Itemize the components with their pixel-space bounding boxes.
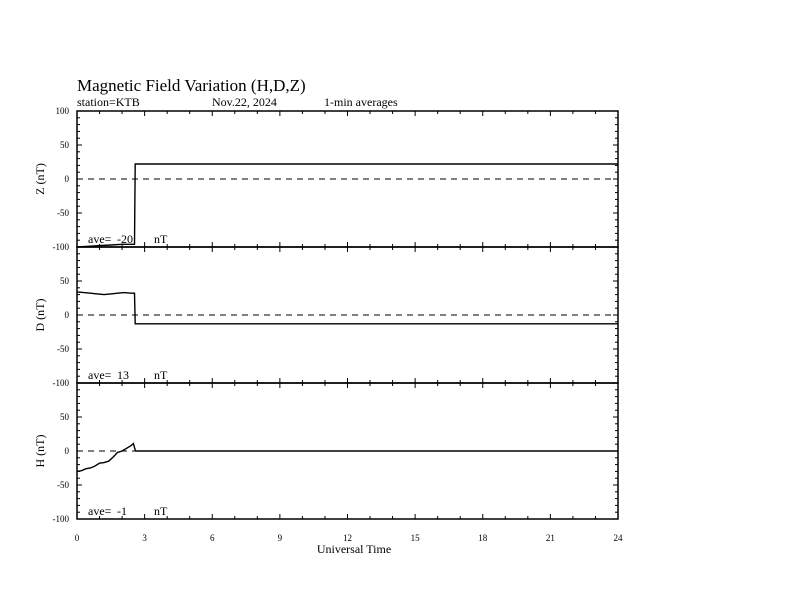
y-tick-label-d: -50 bbox=[57, 344, 69, 354]
date-label: Nov.22, 2024 bbox=[212, 95, 277, 109]
y-axis-label-d: D (nT) bbox=[33, 298, 47, 332]
y-tick-label-z: 100 bbox=[55, 106, 69, 116]
ave-unit-h: nT bbox=[154, 504, 168, 518]
ave-value-z: -20 bbox=[117, 232, 133, 246]
x-tick-label: 9 bbox=[277, 533, 283, 543]
station-label: station=KTB bbox=[77, 95, 140, 109]
y-tick-label-z: 50 bbox=[60, 140, 69, 150]
x-tick-label: 6 bbox=[210, 533, 215, 543]
y-tick-label-z: 0 bbox=[64, 174, 69, 184]
x-axis-label: Universal Time bbox=[316, 542, 392, 556]
y-axis-label-h: H (nT) bbox=[33, 434, 47, 468]
x-tick-label: 18 bbox=[478, 533, 488, 543]
y-tick-label-z: -50 bbox=[57, 208, 69, 218]
y-axis-label-z: Z (nT) bbox=[33, 163, 47, 195]
ave-label-z: ave= bbox=[88, 232, 112, 246]
y-tick-label-h: 50 bbox=[60, 412, 69, 422]
y-tick-label-h: 0 bbox=[64, 446, 69, 456]
y-tick-label-d: -100 bbox=[52, 378, 69, 388]
x-tick-label: 15 bbox=[410, 533, 420, 543]
ave-value-h: -1 bbox=[117, 504, 127, 518]
y-tick-label-h: -100 bbox=[52, 514, 69, 524]
x-tick-label: 21 bbox=[545, 533, 555, 543]
x-tick-label: 24 bbox=[613, 533, 623, 543]
resolution-label: 1-min averages bbox=[324, 95, 398, 109]
x-tick-label: 0 bbox=[74, 533, 80, 543]
ave-label-h: ave= bbox=[88, 504, 112, 518]
ave-value-d: 13 bbox=[117, 368, 129, 382]
ave-unit-z: nT bbox=[154, 232, 168, 246]
x-tick-label: 3 bbox=[142, 533, 147, 543]
series-line-h bbox=[77, 444, 618, 472]
y-tick-label-d: 0 bbox=[64, 310, 69, 320]
x-tick-label: 12 bbox=[343, 533, 352, 543]
panels-group bbox=[33, 106, 623, 543]
y-tick-label-d: 50 bbox=[60, 276, 69, 286]
chart-title: Magnetic Field Variation (H,D,Z) bbox=[77, 76, 306, 95]
ave-unit-d: nT bbox=[154, 368, 168, 382]
series-line-d bbox=[77, 292, 618, 324]
ave-label-d: ave= bbox=[88, 368, 112, 382]
y-tick-label-z: -100 bbox=[52, 242, 69, 252]
y-tick-label-h: -50 bbox=[57, 480, 69, 490]
